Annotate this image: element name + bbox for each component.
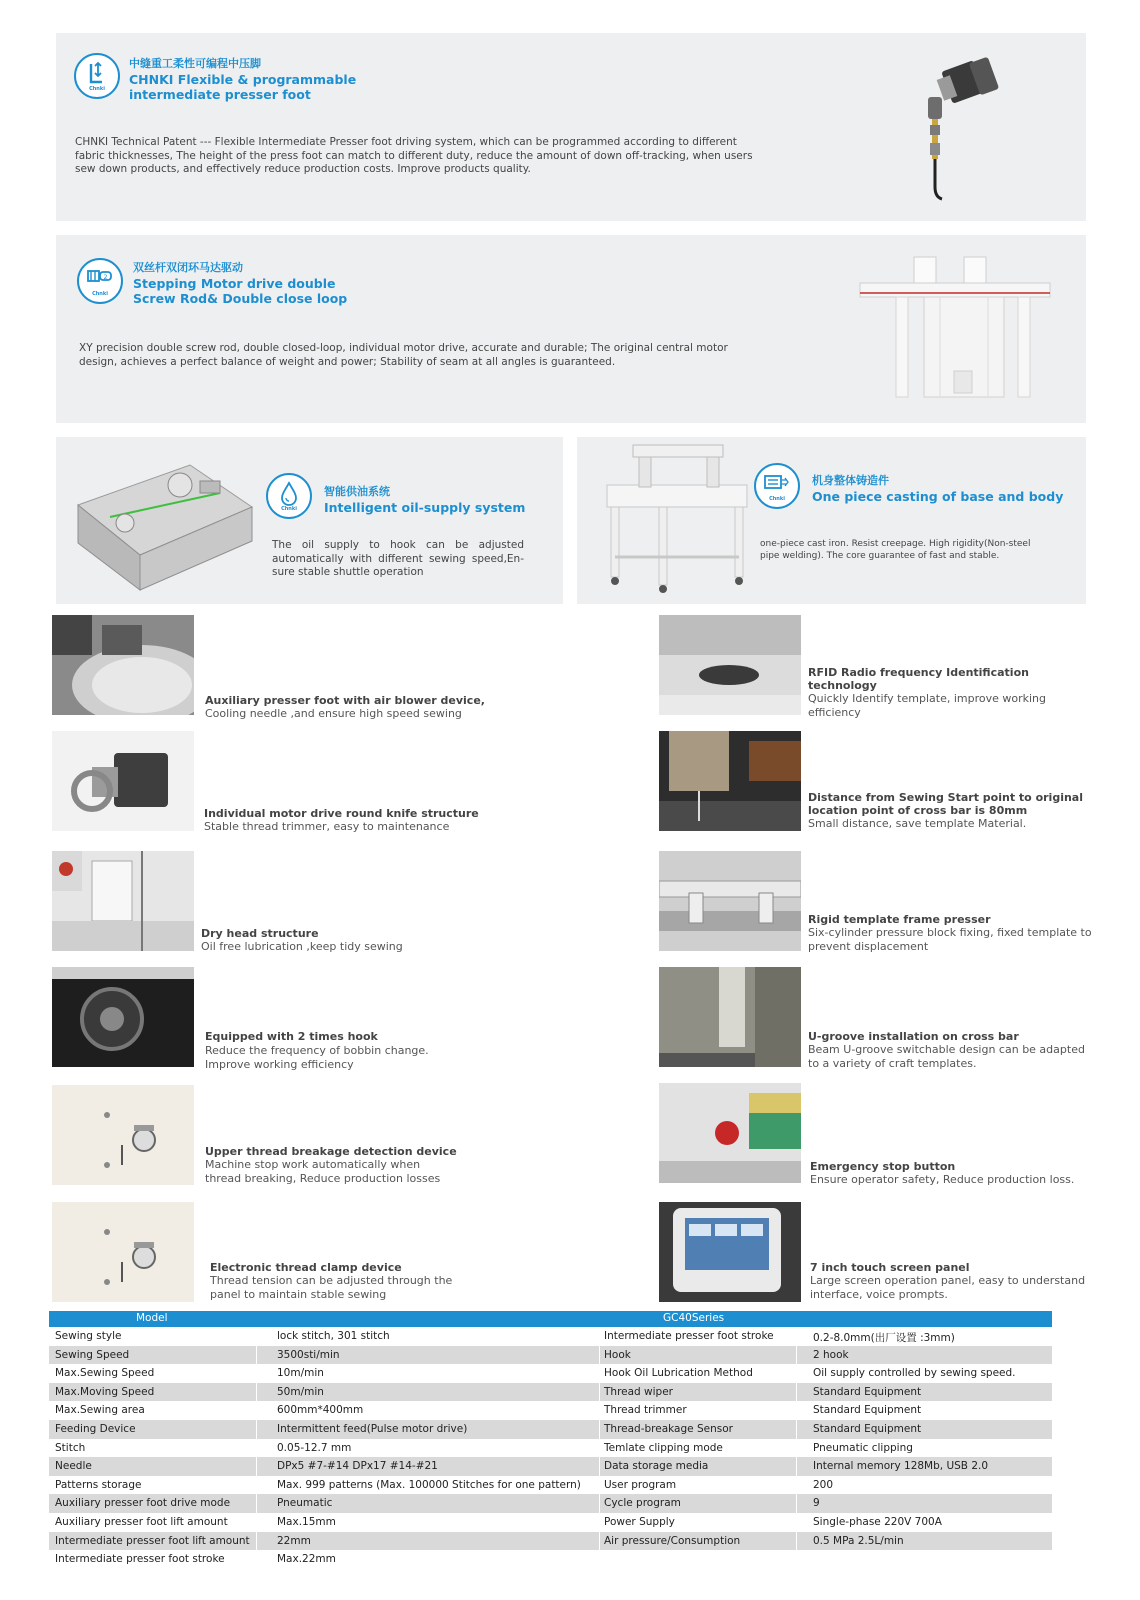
spec-label: Thread-breakage Sensor bbox=[604, 1423, 733, 1435]
brand-label: Chnki bbox=[92, 291, 108, 297]
spec-value: 2 hook bbox=[813, 1348, 849, 1361]
card-title-cn: 机身整体铸造件 bbox=[812, 474, 889, 487]
feature-description: Large screen operation panel, easy to understand interface, voice prompts. bbox=[810, 1274, 1086, 1301]
feature-photo bbox=[52, 1202, 194, 1302]
banner-presser-foot bbox=[56, 33, 1086, 221]
spec-value: 9 bbox=[813, 1497, 820, 1510]
brand-label: Chnki bbox=[281, 506, 297, 512]
feature-description: Oil free lubrication ,keep tidy sewing bbox=[201, 940, 403, 953]
spec-row bbox=[49, 1401, 1052, 1420]
feature-photo bbox=[52, 851, 194, 951]
brand-label: Chnki bbox=[769, 496, 785, 502]
feature-photo bbox=[52, 967, 194, 1067]
card-title-en: One piece casting of base and body bbox=[812, 489, 1064, 504]
spec-value: 0.05-12.7 mm bbox=[277, 1441, 352, 1454]
feature-title: Equipped with 2 times hook bbox=[205, 1030, 378, 1043]
spec-label: Feeding Device bbox=[55, 1423, 136, 1435]
spec-value: 0.5 MPa 2.5L/min bbox=[813, 1534, 904, 1547]
spec-header-series: GC40Series bbox=[663, 1312, 725, 1324]
spec-label: Max.Moving Speed bbox=[55, 1385, 155, 1398]
spec-row bbox=[49, 1457, 1052, 1476]
feature-description: Quickly Identify template, improve working efficiency bbox=[808, 692, 1047, 719]
feature-title: Upper thread breakage detection device bbox=[205, 1145, 457, 1158]
feature-description: Six-cylinder pressure block fixing, fixed template to prevent displacement bbox=[808, 926, 1092, 953]
spec-table-header bbox=[49, 1311, 1052, 1327]
column-divider bbox=[599, 1327, 600, 1569]
feature-photo bbox=[52, 615, 194, 715]
spec-value: Internal memory 128Mb, USB 2.0 bbox=[813, 1460, 989, 1473]
feature-photo bbox=[52, 731, 194, 831]
stepping-motor-icon bbox=[77, 258, 123, 304]
card-description: one-piece cast iron. Resist creepage. High rigidity(Non-steel pipe welding). The core guarantee of fast and stable. bbox=[760, 539, 1031, 561]
banner-description: XY precision double screw rod, double closed-loop, individual motor drive, accurate and durable; The original central motor design, achieves a perfect balance of weight and power; Stability of seam at all angles is guaranteed. bbox=[79, 342, 728, 368]
feature-photo bbox=[659, 1083, 801, 1183]
feature-title: 7 inch touch screen panel bbox=[810, 1261, 970, 1274]
card-title-en: Intelligent oil-supply system bbox=[324, 500, 526, 515]
spec-value: 600mm*400mm bbox=[277, 1404, 364, 1417]
feature-description: Cooling needle ,and ensure high speed sewing bbox=[205, 707, 462, 720]
banner-title-en-1: CHNKI Flexible & programmable bbox=[129, 72, 357, 87]
spec-label: Data storage media bbox=[604, 1460, 709, 1473]
spec-row bbox=[49, 1327, 1052, 1346]
feature-photo bbox=[52, 1085, 194, 1185]
feature-description: Stable thread trimmer, easy to maintenance bbox=[204, 820, 450, 833]
spec-row bbox=[49, 1420, 1052, 1439]
feature-title: Dry head structure bbox=[201, 927, 319, 940]
spec-label: Intermediate presser foot stroke bbox=[55, 1553, 225, 1566]
card-description: The oil supply to hook can be adjusted automatically with different sewing speed,En-sure stable shuttle operation bbox=[272, 539, 524, 578]
banner-title-en-2: intermediate presser foot bbox=[129, 87, 311, 102]
feature-title: RFID Radio frequency Identification technology bbox=[808, 666, 1029, 692]
spec-value: Pneumatic clipping bbox=[813, 1441, 913, 1454]
feature-photo bbox=[659, 967, 801, 1067]
svg-text:2: 2 bbox=[103, 274, 108, 281]
spec-label: Intermediate presser foot stroke bbox=[604, 1330, 774, 1342]
feature-title: Distance from Sewing Start point to original location point of cross bar is 80mm bbox=[808, 791, 1083, 817]
spec-label: Max.Sewing area bbox=[55, 1404, 145, 1417]
banner-description: CHNKI Technical Patent --- Flexible Intermediate Presser foot driving system, which can be programmed according to different fabric thicknesses, The height of the press foot can match to different duty, reduce the amount of down off-tracking, when users sew down products, and effectively reduce production costs. Improve products quality. bbox=[75, 136, 753, 175]
banner-stepping-motor bbox=[56, 235, 1086, 423]
spec-label: Cycle program bbox=[604, 1497, 681, 1510]
feature-title: Rigid template frame presser bbox=[808, 913, 991, 926]
banner-title-en-1: Stepping Motor drive double bbox=[133, 276, 336, 291]
spec-label: Auxiliary presser foot lift amount bbox=[55, 1516, 228, 1528]
feature-title: Electronic thread clamp device bbox=[210, 1261, 402, 1274]
feature-title: Individual motor drive round knife structure bbox=[204, 807, 479, 820]
screw-rod-frame-image bbox=[854, 253, 1054, 403]
spec-label: Thread trimmer bbox=[604, 1404, 687, 1417]
feature-description: Reduce the frequency of bobbin change. Improve working efficiency bbox=[205, 1044, 429, 1071]
machine-body-icon bbox=[754, 463, 800, 509]
brand-label: Chnki bbox=[89, 86, 105, 92]
spec-value: 22mm bbox=[277, 1534, 311, 1547]
spec-row bbox=[49, 1550, 1052, 1569]
spec-value: Max.22mm bbox=[277, 1553, 336, 1566]
spec-label: User program bbox=[604, 1478, 677, 1491]
spec-value: 50m/min bbox=[277, 1385, 324, 1398]
banner-title-cn: 双丝杆双闭环马达驱动 bbox=[133, 261, 243, 274]
feature-photo bbox=[659, 615, 801, 715]
feature-photo bbox=[659, 1202, 801, 1302]
spec-label: Power Supply bbox=[604, 1516, 675, 1528]
card-title-cn: 智能供油系统 bbox=[324, 485, 390, 498]
spec-label: Thread wiper bbox=[604, 1385, 673, 1398]
feature-description: Ensure operator safety, Reduce production loss. bbox=[810, 1173, 1075, 1186]
spec-value: DPx5 #7-#14 DPx17 #14-#21 bbox=[277, 1460, 438, 1473]
spec-value: Single-phase 220V 700A bbox=[813, 1516, 942, 1528]
banner-title-cn: 中缝重工柔性可编程中压脚 bbox=[129, 57, 261, 70]
spec-value: 200 bbox=[813, 1478, 834, 1491]
column-divider bbox=[796, 1327, 797, 1569]
spec-label: Intermediate presser foot lift amount bbox=[55, 1534, 250, 1547]
spec-value: lock stitch, 301 stitch bbox=[277, 1330, 390, 1342]
presser-foot-motor-image bbox=[906, 47, 1016, 207]
spec-value: Max. 999 patterns (Max. 100000 Stitches for one pattern) bbox=[277, 1478, 581, 1491]
spec-label: Needle bbox=[55, 1460, 92, 1473]
spec-value: Oil supply controlled by sewing speed. bbox=[813, 1367, 1016, 1380]
spec-label: Sewing style bbox=[55, 1330, 122, 1342]
spec-label: Max.Sewing Speed bbox=[55, 1367, 155, 1380]
feature-title: Emergency stop button bbox=[810, 1160, 956, 1173]
spec-row bbox=[49, 1364, 1052, 1383]
machine-table-image bbox=[589, 439, 759, 604]
feature-photo bbox=[659, 851, 801, 951]
spec-label: Hook Oil Lubrication Method bbox=[604, 1367, 753, 1380]
presser-foot-icon bbox=[74, 53, 120, 99]
spec-value: Standard Equipment bbox=[813, 1423, 922, 1435]
spec-value: 0.2-8.0mm(出厂设置 :3mm) bbox=[813, 1332, 955, 1344]
spec-row bbox=[49, 1476, 1052, 1495]
spec-label: Temlate clipping mode bbox=[604, 1441, 723, 1454]
spec-header-model: Model bbox=[136, 1312, 168, 1324]
feature-description: Beam U-groove switchable design can be adapted to a variety of craft templates. bbox=[808, 1043, 1085, 1070]
banner-title-en-2: Screw Rod& Double close loop bbox=[133, 291, 348, 306]
spec-label: Stitch bbox=[55, 1441, 86, 1454]
feature-photo bbox=[659, 731, 801, 831]
spec-row bbox=[49, 1383, 1052, 1402]
spec-label: Sewing Speed bbox=[55, 1348, 130, 1361]
feature-title: U-groove installation on cross bar bbox=[808, 1030, 1019, 1043]
card-casting-body bbox=[577, 437, 1086, 604]
spec-row bbox=[49, 1494, 1052, 1513]
spec-label: Air pressure/Consumption bbox=[604, 1534, 741, 1547]
spec-row bbox=[49, 1513, 1052, 1532]
spec-label: Auxiliary presser foot drive mode bbox=[55, 1497, 231, 1510]
spec-row bbox=[49, 1346, 1052, 1365]
spec-value: Pneumatic bbox=[277, 1497, 333, 1510]
oil-system-image bbox=[70, 445, 260, 595]
spec-value: Standard Equipment bbox=[813, 1404, 922, 1417]
spec-value: 10m/min bbox=[277, 1367, 324, 1380]
feature-description: Machine stop work automatically when thread breaking, Reduce production losses bbox=[205, 1158, 441, 1185]
spec-value: Max.15mm bbox=[277, 1516, 336, 1528]
column-divider bbox=[256, 1327, 257, 1569]
card-oil-supply bbox=[56, 437, 563, 604]
spec-value: 3500sti/min bbox=[277, 1348, 340, 1361]
spec-label: Hook bbox=[604, 1348, 631, 1361]
spec-row bbox=[49, 1439, 1052, 1458]
spec-row bbox=[49, 1532, 1052, 1551]
feature-description: Small distance, save template Material. bbox=[808, 817, 1027, 830]
spec-value: Intermittent feed(Pulse motor drive) bbox=[277, 1423, 468, 1435]
spec-label: Patterns storage bbox=[55, 1478, 142, 1491]
spec-value: Standard Equipment bbox=[813, 1385, 922, 1398]
feature-title: Auxiliary presser foot with air blower device, bbox=[205, 694, 485, 707]
oil-drop-icon bbox=[266, 473, 312, 519]
feature-description: Thread tension can be adjusted through the panel to maintain stable sewing bbox=[210, 1274, 453, 1301]
